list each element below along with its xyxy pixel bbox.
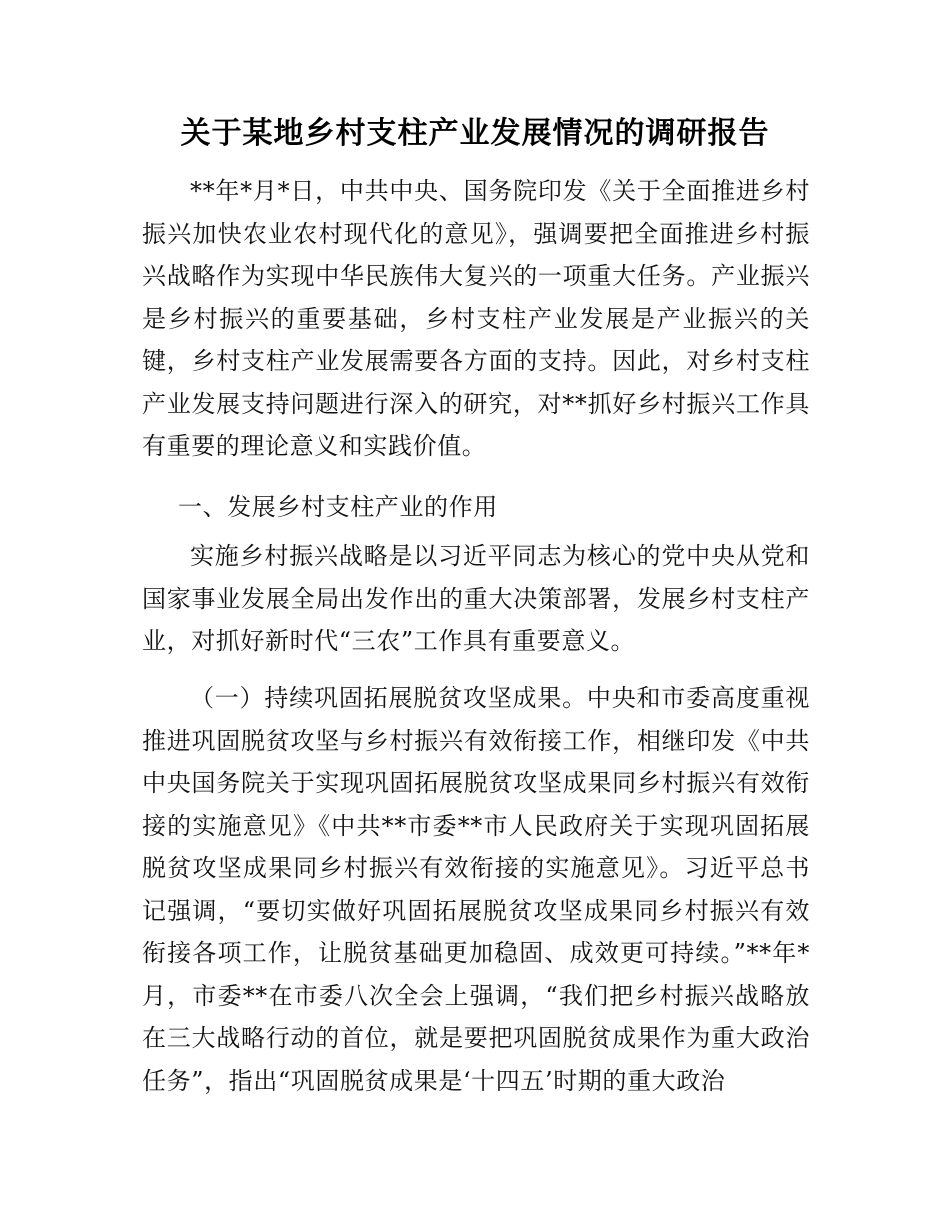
section-heading: 一、发展乡村支柱产业的作用 [178, 493, 498, 521]
document-title: 关于某地乡村支柱产业发展情况的调研报告 [180, 116, 770, 151]
intro-paragraph: **年*月*日，中共中央、国务院印发《关于全面推进乡村振兴加快农业农村现代化的意见》，强调要把全面推进乡村振兴战略作为实现中华民族伟大复兴的一项重大任务。产业振兴是乡村振兴的重要基础，乡村支柱产业发展是产业振兴的关键，乡村支柱产业发展需要各方面的支持。因此，对乡村支柱产业发展支持问题进行深入的研究，对**抓好乡村振兴工作具有重要的理论意义和实践价值。 [142, 177, 810, 460]
section-paragraph: 实施乡村振兴战略是以习近平同志为核心的党中央从党和国家事业发展全局出发作出的重大决策部署，发展乡村支柱产业，对抓好新时代“三农”工作具有重要意义。 [142, 542, 810, 655]
subsection-paragraph: （一）持续巩固拓展脱贫攻坚成果。中央和市委高度重视推进巩固脱贫攻坚与乡村振兴有效衔接工作，相继印发《中共中央国务院关于实现巩固拓展脱贫攻坚成果同乡村振兴有效衔接的实施意见》《中共**市委**市人民政府关于实现巩固拓展脱贫攻坚成果同乡村振兴有效衔接的实施意见》。习近平总书记强调，“要切实做好巩固拓展脱贫攻坚成果同乡村振兴有效衔接各项工作，让脱贫基础更加稳固、成效更可持续。”**年*月，市委**在市委八次全会上强调，“我们把乡村振兴战略放在三大战略行动的首位，就是要把巩固脱贫成果作为重大政治任务”，指出“巩固脱贫成果是‘十四五’时期的重大政治 [142, 684, 810, 1095]
